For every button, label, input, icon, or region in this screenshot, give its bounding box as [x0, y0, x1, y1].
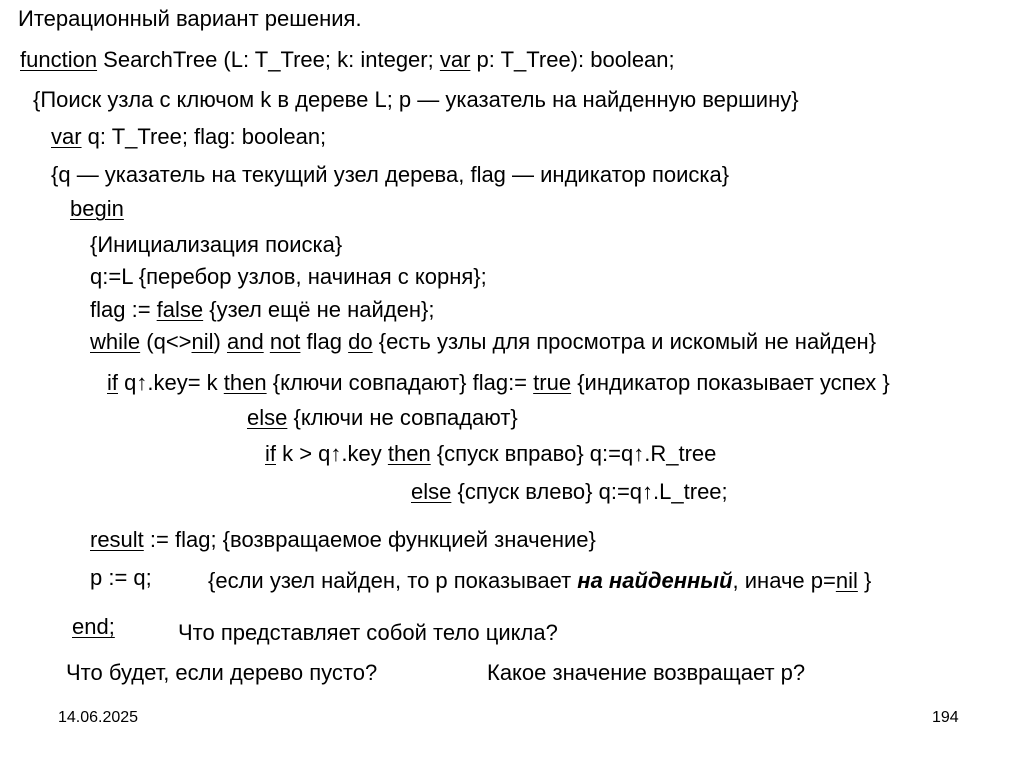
var-comment: {q — указатель на текущий узел дерева, flag — индикатор поиска} — [51, 162, 730, 187]
signature-text: SearchTree (L: T_Tree; k: integer; — [97, 47, 440, 72]
code-text: flag — [300, 329, 349, 354]
code-text: , иначе p= — [732, 568, 836, 593]
code-text: {ключи совпадают} flag:= — [266, 370, 534, 395]
while-comment: {есть узлы для просмотра и искомый не найден} — [372, 329, 877, 354]
keyword-nil: nil — [835, 568, 858, 593]
code-text: {если узел найден, то p показывает — [208, 568, 578, 593]
keyword-else: else — [247, 405, 288, 430]
keyword-begin: begin — [70, 196, 124, 221]
if-match-line — [107, 370, 890, 396]
var-declaration-text: q: T_Tree; flag: boolean; — [81, 124, 327, 149]
keyword-and: and — [226, 329, 264, 354]
keyword-end: end; — [72, 614, 115, 639]
p-comment — [208, 568, 871, 594]
keyword-while: while — [90, 329, 141, 354]
code-text: k > q↑.key — [276, 441, 388, 466]
page-number: 194 — [932, 709, 959, 726]
if-match-comment: {индикатор показывает успех } — [571, 370, 890, 395]
keyword-not: not — [269, 329, 301, 354]
slide-title: Итерационный вариант решения. — [18, 6, 362, 31]
function-header — [20, 47, 675, 73]
code-text: {спуск вправо} q:=q↑.R_tree — [430, 441, 717, 466]
keyword-result: result — [90, 527, 144, 552]
code-text: ) — [213, 329, 227, 354]
var-declaration — [51, 124, 326, 150]
p-assignment: p := q; — [90, 565, 152, 590]
header-comment: {Поиск узла с ключом k в дереве L; p — указатель на найденную вершину} — [33, 87, 799, 112]
code-text: q↑.key= k — [118, 370, 224, 395]
flag-assign-comment: {узел ещё не найден}; — [203, 297, 435, 322]
keyword-if: if — [265, 441, 276, 466]
q-assignment: q:=L {перебор узлов, начиная с корня}; — [90, 264, 487, 289]
flag-assignment — [90, 297, 434, 323]
keyword-then: then — [387, 441, 431, 466]
keyword-if: if — [107, 370, 118, 395]
keyword-true: true — [533, 370, 572, 395]
else-comment: {ключи не совпадают} — [287, 405, 518, 430]
question-return-value: Какое значение возвращает p? — [487, 660, 806, 685]
code-text: {спуск влево} q:=q↑.L_tree; — [451, 479, 728, 504]
else-line-2 — [411, 479, 728, 505]
keyword-var: var — [51, 124, 82, 149]
code-text: } — [857, 568, 872, 593]
keyword-do: do — [348, 329, 373, 354]
signature-end: p: T_Tree): boolean; — [470, 47, 675, 72]
emphasis-text: на найденный — [577, 568, 733, 593]
keyword-var: var — [439, 47, 471, 72]
keyword-else: else — [411, 479, 452, 504]
keyword-function: function — [20, 47, 98, 72]
keyword-then: then — [223, 370, 267, 395]
flag-assign-text: flag := — [90, 297, 157, 322]
footer-date: 14.06.2025 — [58, 709, 139, 726]
question-loop-body: Что представляет собой тело цикла? — [178, 620, 558, 645]
else-line-1 — [247, 405, 518, 431]
init-comment: {Инициализация поиска} — [90, 232, 343, 257]
while-line — [90, 329, 876, 355]
question-empty-tree: Что будет, если дерево пусто? — [66, 660, 378, 685]
result-line — [90, 527, 596, 553]
code-text: (q<> — [140, 329, 192, 354]
if-right-line — [265, 441, 716, 467]
keyword-false: false — [156, 297, 204, 322]
result-comment: := flag; {возвращаемое функцией значение} — [143, 527, 596, 552]
keyword-nil: nil — [191, 329, 214, 354]
